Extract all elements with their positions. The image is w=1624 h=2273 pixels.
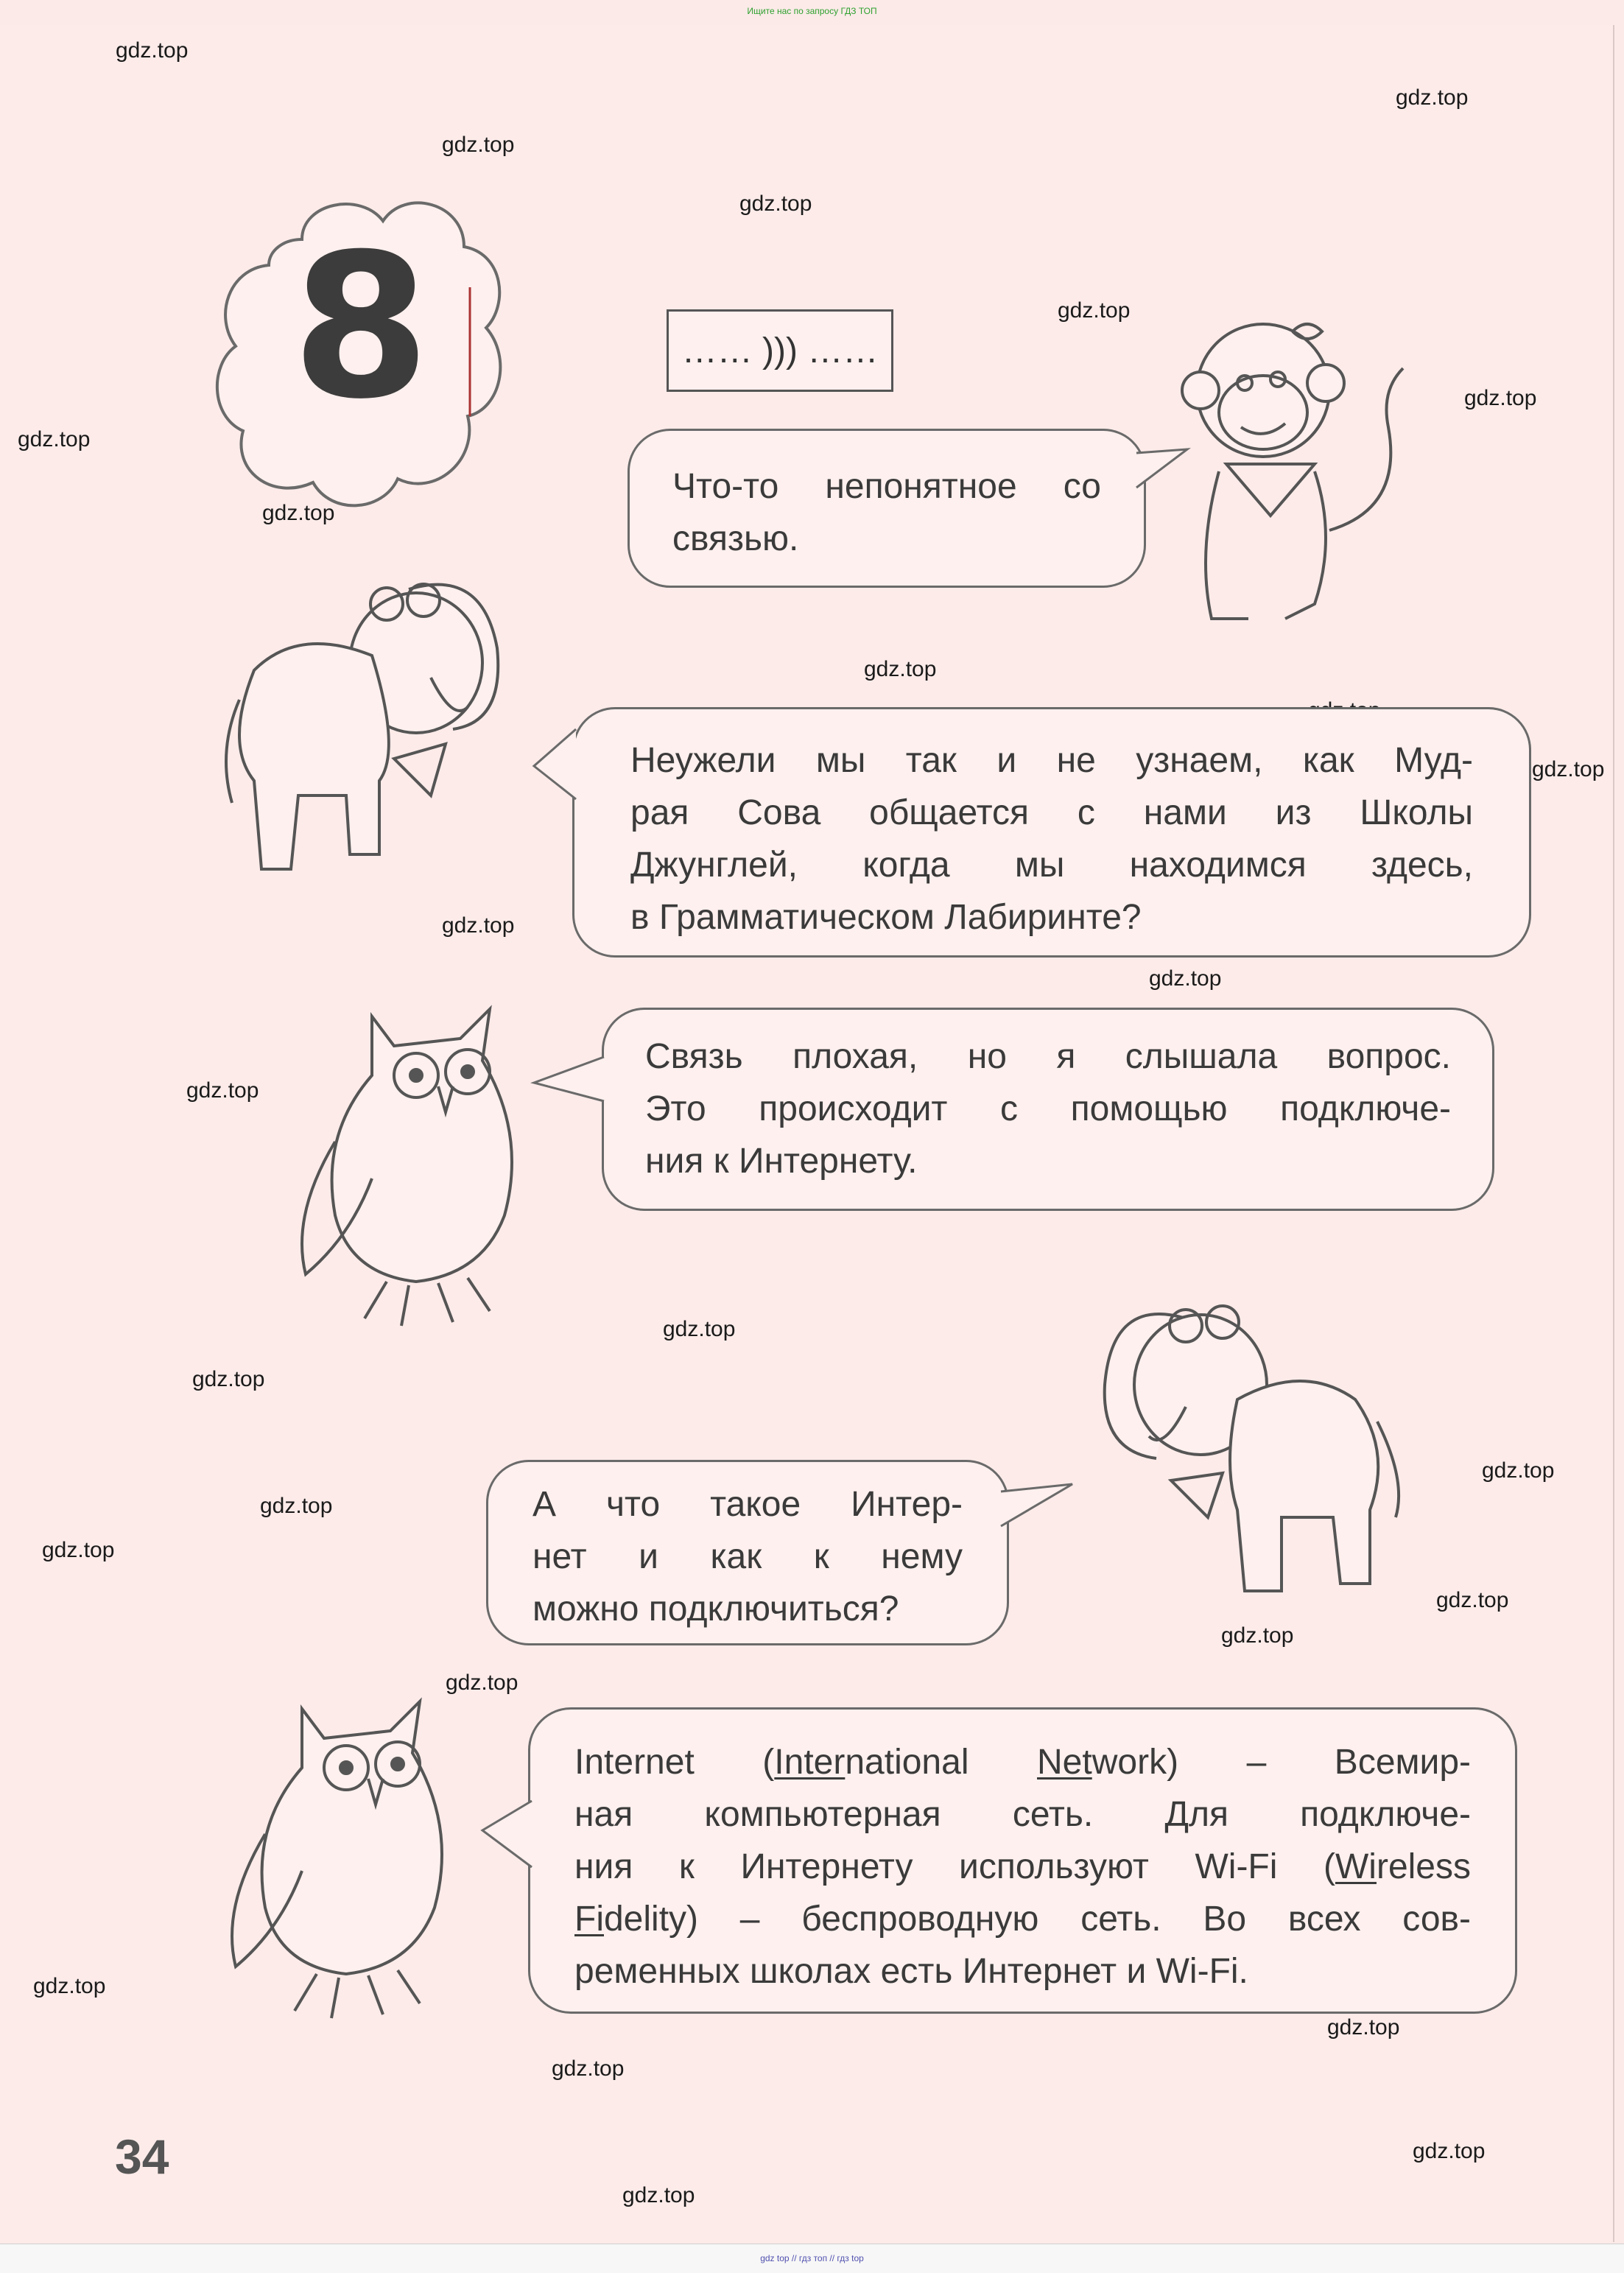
owl-illustration: [291, 994, 534, 1333]
watermark: gdz.top: [663, 1317, 736, 1341]
speech-bubble-elephant: [486, 1460, 1009, 1645]
watermark: gdz.top: [1327, 2015, 1400, 2040]
watermark: gdz.top: [42, 1538, 115, 1562]
bubble-line: Это происходит с помощью подключе-: [645, 1089, 1451, 1128]
watermark: gdz.top: [1532, 757, 1605, 781]
watermark: gdz.top: [192, 1367, 265, 1391]
bubble-tail: [530, 1053, 611, 1112]
bubble-line: ременных школах есть Интернет и Wi-Fi.: [574, 1952, 1248, 1991]
exercise-number: 8: [292, 211, 430, 443]
top-banner[interactable]: Ищите нас по запросу ГДЗ ТОП: [747, 6, 877, 16]
bubble-line: нет и как к нему: [532, 1537, 963, 1576]
watermark: gdz.top: [18, 427, 91, 452]
watermark: gdz.top: [864, 657, 937, 681]
bubble-line: рая Сова общается с нами из Школы: [630, 793, 1473, 832]
watermark: gdz.top: [260, 1494, 333, 1518]
bubble-line: можно подключиться?: [532, 1589, 899, 1629]
speech-bubble-elephant: [572, 707, 1531, 958]
bubble-line: Что-то непонятное со: [672, 467, 1101, 506]
watermark: gdz.top: [1149, 966, 1222, 991]
watermark: gdz.top: [1396, 85, 1469, 110]
speech-bubble-monkey: [628, 429, 1146, 588]
watermark: gdz.top: [552, 2056, 625, 2081]
sound-box: …… ))) ……: [667, 309, 893, 392]
bubble-line: А что такое Интер-: [532, 1485, 963, 1524]
bubble-line: Internet (International Network) – Всемир-: [574, 1743, 1471, 1782]
speech-bubble-owl: [602, 1008, 1494, 1211]
monkey-illustration: [1167, 295, 1410, 663]
elephant-illustration: [210, 560, 556, 899]
watermark: gdz.top: [33, 1974, 106, 1998]
watermark: gdz.top: [442, 913, 515, 938]
elephant-illustration: [1061, 1274, 1414, 1613]
bubble-line: Связь плохая, но я слышала вопрос.: [645, 1037, 1451, 1076]
watermark: gdz.top: [186, 1078, 259, 1103]
watermark: gdz.top: [1464, 386, 1537, 410]
bubble-line: Джунглей, когда мы находимся здесь,: [630, 846, 1473, 885]
watermark: gdz.top: [1436, 1588, 1509, 1612]
bubble-line: ния к Интернету используют Wi-Fi (Wireless: [574, 1847, 1471, 1886]
watermark: gdz.top: [262, 501, 335, 525]
watermark: gdz.top: [1413, 2139, 1486, 2163]
bottom-banner-text[interactable]: gdz top // гдз топ // гдз top: [760, 2253, 864, 2263]
bottom-banner: [0, 2244, 1624, 2273]
watermark: gdz.top: [442, 133, 515, 157]
bubble-line: Неужели мы так и не узнаем, как Муд-: [630, 741, 1473, 780]
bubble-tail: [479, 1797, 538, 1878]
watermark: gdz.top: [1482, 1458, 1555, 1483]
bubble-line: ния к Интернету.: [645, 1142, 918, 1181]
watermark: gdz.top: [739, 192, 812, 216]
watermark: gdz.top: [622, 2183, 695, 2207]
bubble-line: Fidelity) – беспроводную сеть. Во всех сов-: [574, 1900, 1471, 1939]
watermark: gdz.top: [116, 38, 189, 63]
bubble-line: ная компьютерная сеть. Для подключе-: [574, 1795, 1471, 1834]
owl-illustration: [221, 1687, 464, 2033]
bubble-line: в Грамматическом Лабиринте?: [630, 898, 1142, 937]
exercise-number-badge: [214, 188, 508, 519]
speech-bubble-owl: [528, 1707, 1517, 2014]
watermark: gdz.top: [1221, 1623, 1294, 1648]
bubble-line: связью.: [672, 519, 799, 558]
watermark: gdz.top: [1058, 298, 1131, 323]
page-number: 34: [115, 2129, 169, 2184]
watermark: gdz.top: [446, 1671, 519, 1695]
